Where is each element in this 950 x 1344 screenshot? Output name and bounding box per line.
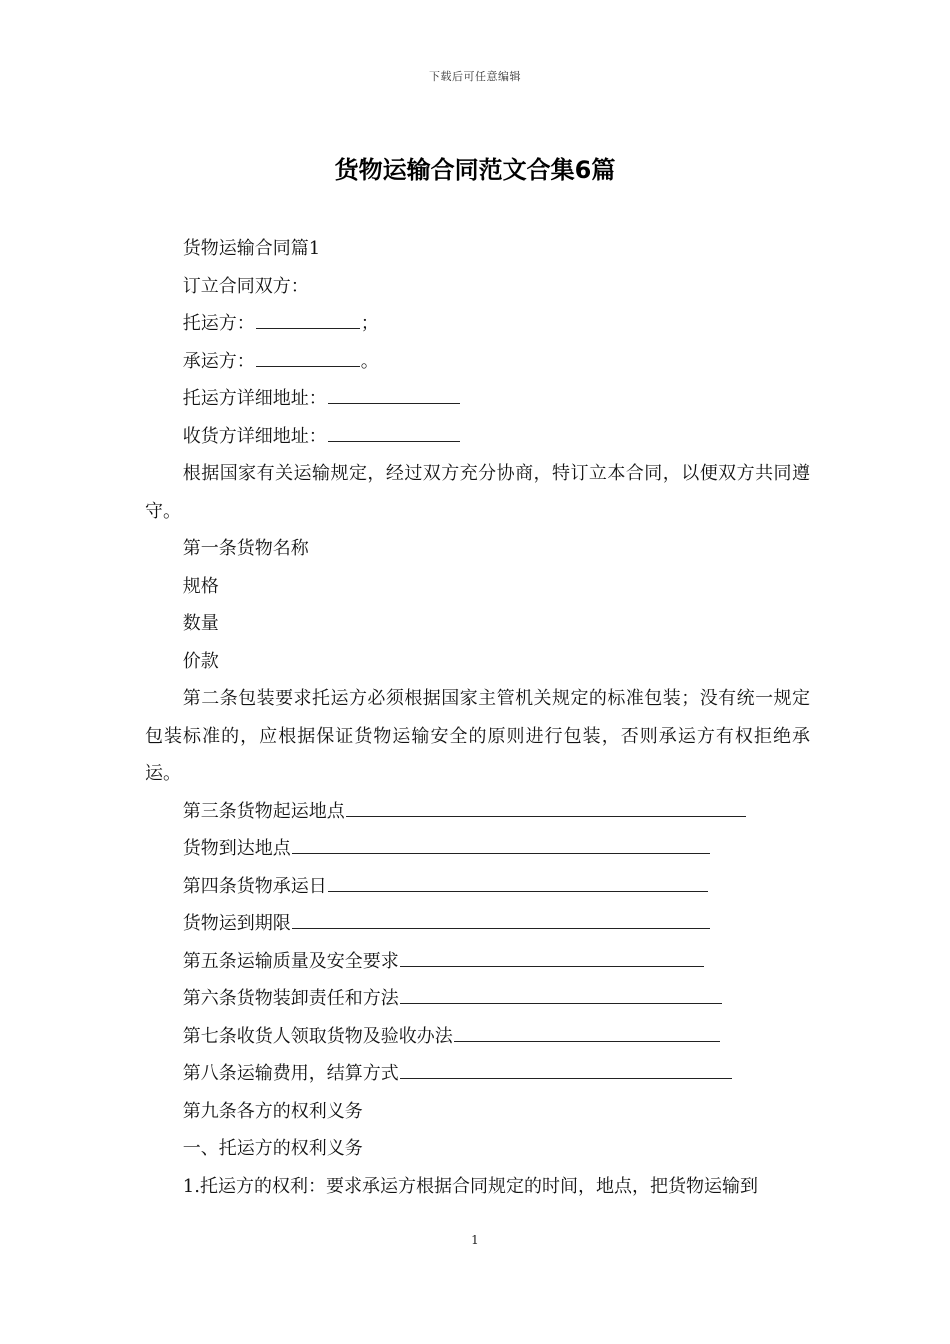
price-line: 价款	[182, 650, 219, 672]
article-7: 第七条收货人领取货物及验收办法	[182, 1025, 453, 1047]
page-number: 1	[471, 1233, 479, 1247]
article-8: 第八条运输费用，结算方式	[182, 1063, 399, 1084]
shipper-label: 托运方：	[182, 313, 255, 334]
section-title: 货物运输合同篇1	[182, 238, 321, 259]
article-3-line	[145, 793, 810, 831]
carrier-blank	[256, 346, 360, 367]
article-9: 第九条各方的权利义务	[182, 1100, 363, 1122]
shipper-rights-heading: 一、托运方的权利义务	[182, 1138, 363, 1159]
article-4: 第四条货物承运日	[182, 875, 327, 897]
consignee-address-blank	[328, 421, 460, 442]
consignee-address-label: 收货方详细地址：	[182, 425, 327, 447]
article-6-line	[145, 980, 810, 1018]
consignee-address-line	[145, 418, 810, 456]
article-3-blank	[346, 796, 746, 817]
article-5: 第五条运输质量及安全要求	[182, 950, 399, 972]
arrival-place: 货物到达地点	[182, 838, 291, 859]
shipper-address-label: 托运方详细地址：	[182, 388, 327, 409]
shipper-end: ；	[360, 313, 379, 334]
delivery-period: 货物运到期限	[182, 913, 291, 934]
article-4-blank	[328, 871, 708, 892]
shipper-address-blank	[328, 383, 460, 404]
delivery-period-blank	[292, 908, 710, 929]
article-6: 第六条货物装卸责任和方法	[182, 988, 399, 1009]
article-5-blank	[400, 946, 704, 967]
shipper-blank	[256, 308, 360, 329]
carrier-end: 。	[360, 350, 379, 372]
article-3: 第三条货物起运地点	[182, 800, 345, 822]
shipper-line	[145, 305, 810, 343]
arrival-place-blank	[292, 833, 710, 854]
article-1: 第一条货物名称	[182, 538, 309, 559]
header-note: 下载后可任意编辑	[429, 70, 521, 83]
article-4-line	[145, 868, 810, 906]
article-8-line	[145, 1055, 810, 1093]
shipper-address-line	[145, 380, 810, 418]
carrier-line	[145, 343, 810, 381]
arrival-place-line	[145, 830, 810, 868]
delivery-period-line	[145, 905, 810, 943]
article-6-blank	[400, 983, 722, 1004]
article-2: 第二条包装要求托运方必须根据国家主管机关规定的标准包装；没有统一规定包装标准的，应根据保证货物运输安全的原则进行包装，否则承运方有权拒绝承运。	[145, 688, 810, 784]
shipper-rights-1: 1.托运方的权利：要求承运方根据合同规定的时间，地点，把货物运输到	[182, 1175, 758, 1197]
quantity-line: 数量	[182, 613, 219, 634]
article-7-line	[145, 1018, 810, 1056]
document-title: 货物运输合同范文合集6篇	[334, 156, 616, 184]
article-8-blank	[400, 1058, 732, 1079]
article-7-blank	[454, 1021, 720, 1042]
spec-line: 规格	[182, 575, 219, 597]
document-body	[145, 230, 810, 1205]
article-5-line	[145, 943, 810, 981]
preamble: 根据国家有关运输规定，经过双方充分协商，特订立本合同，以便双方共同遵守。	[145, 463, 810, 522]
parties-intro: 订立合同双方：	[182, 275, 309, 297]
carrier-label: 承运方：	[182, 350, 255, 372]
